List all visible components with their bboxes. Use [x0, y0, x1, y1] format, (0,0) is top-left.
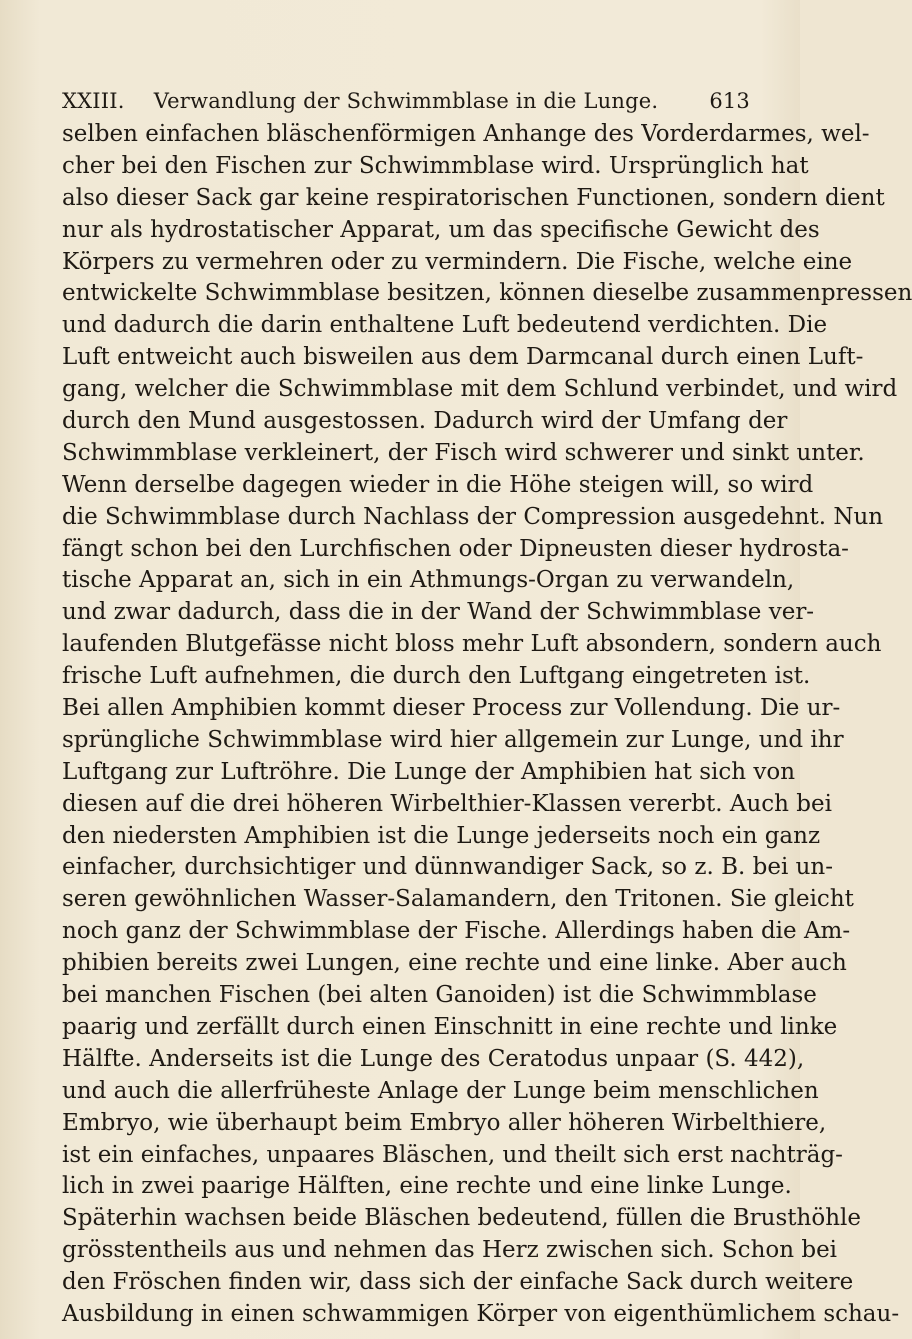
- text-line: phibien bereits zwei Lungen, eine rechte und eine linke. Aber auch: [62, 950, 847, 977]
- text-line: Körpers zu vermehren oder zu vermindern. Die Fische, welche eine: [62, 248, 853, 275]
- text-line: den niedersten Amphibien ist die Lunge jederseits noch ein ganz: [62, 822, 821, 849]
- text-line: Hälfte. Anderseits ist die Lunge des Ceratodus unpaar (S. 442),: [62, 1045, 805, 1072]
- text-line: entwickelte Schwimmblase besitzen, können dieselbe zusammenpressen: [62, 280, 912, 307]
- text-line: und dadurch die darin enthaltene Luft bedeutend verdichten. Die: [62, 312, 828, 339]
- text-line: den Fröschen finden wir, dass sich der einfache Sack durch weitere: [62, 1269, 854, 1296]
- text-line: laufenden Blutgefässe nicht bloss mehr Luft absondern, sondern auch: [62, 631, 882, 658]
- text-line: ist ein einfaches, unpaares Bläschen, und theilt sich erst nachträg-: [62, 1141, 843, 1168]
- text-line: diesen auf die drei höheren Wirbelthier-Klassen vererbt. Auch bei: [62, 790, 832, 817]
- text-line: Späterhin wachsen beide Bläschen bedeutend, füllen die Brusthöhle: [62, 1205, 861, 1232]
- text-line: fängt schon bei den Lurchfischen oder Dipneusten dieser hydrosta-: [62, 535, 849, 562]
- text-line: frische Luft aufnehmen, die durch den Luftgang eingetreten ist.: [62, 663, 811, 690]
- text-line: sprüngliche Schwimmblase wird hier allgemein zur Lunge, und ihr: [62, 726, 844, 753]
- text-line: Bei allen Amphibien kommt dieser Process zur Vollendung. Die ur-: [62, 695, 841, 722]
- text-line: grösstentheils aus und nehmen das Herz zwischen sich. Schon bei: [62, 1237, 838, 1264]
- text-line: nur als hydrostatischer Apparat, um das specifische Gewicht des: [62, 216, 820, 243]
- text-line: Luft entweicht auch bisweilen aus dem Darmcanal durch einen Luft-: [62, 344, 864, 371]
- text-line: seren gewöhnlichen Wasser-Salamandern, den Tritonen. Sie gleicht: [62, 886, 854, 913]
- text-line: durch den Mund ausgestossen. Dadurch wird der Umfang der: [62, 408, 788, 435]
- text-line: Embryo, wie überhaupt beim Embryo aller höheren Wirbelthiere,: [62, 1109, 827, 1136]
- chapter-number: XXIII.: [62, 89, 125, 113]
- text-line: Schwimmblase verkleinert, der Fisch wird schwerer und sinkt unter.: [62, 439, 865, 466]
- text-line: einfacher, durchsichtiger und dünnwandiger Sack, so z. B. bei un-: [62, 854, 834, 881]
- text-line: bei manchen Fischen (bei alten Ganoiden) ist die Schwimmblase: [62, 982, 817, 1009]
- page-number: 613: [709, 89, 750, 113]
- text-line: Ausbildung in einen schwammigen Körper von eigenthümlichem schau-: [62, 1300, 900, 1327]
- text-line: cher bei den Fischen zur Schwimmblase wird. Ursprünglich hat: [62, 152, 809, 179]
- body-text: [62, 119, 912, 1331]
- running-header: [62, 86, 750, 116]
- text-line: und auch die allerfrüheste Anlage der Lunge beim menschlichen: [62, 1077, 819, 1104]
- text-line: gang, welcher die Schwimmblase mit dem Schlund verbindet, und wird: [62, 376, 898, 403]
- text-line: lich in zwei paarige Hälften, eine rechte und eine linke Lunge.: [62, 1173, 792, 1200]
- text-line: tische Apparat an, sich in ein Athmungs-Organ zu verwandeln,: [62, 567, 795, 594]
- text-line: paarig und zerfällt durch einen Einschnitt in eine rechte und linke: [62, 1013, 838, 1040]
- text-line: und zwar dadurch, dass die in der Wand der Schwimmblase ver-: [62, 599, 815, 626]
- text-line: noch ganz der Schwimmblase der Fische. Allerdings haben die Am-: [62, 918, 851, 945]
- text-line: also dieser Sack gar keine respiratorischen Functionen, sondern dient: [62, 184, 885, 211]
- text-line: Luftgang zur Luftröhre. Die Lunge der Amphibien hat sich von: [62, 758, 796, 785]
- running-title: Verwandlung der Schwimmblase in die Lunge.: [153, 89, 659, 113]
- text-line: Wenn derselbe dagegen wieder in die Höhe steigen will, so wird: [62, 471, 814, 498]
- text-line: selben einfachen bläschenförmigen Anhange des Vorderdarmes, wel-: [62, 121, 870, 147]
- text-line: die Schwimmblase durch Nachlass der Compression ausgedehnt. Nun: [62, 503, 884, 530]
